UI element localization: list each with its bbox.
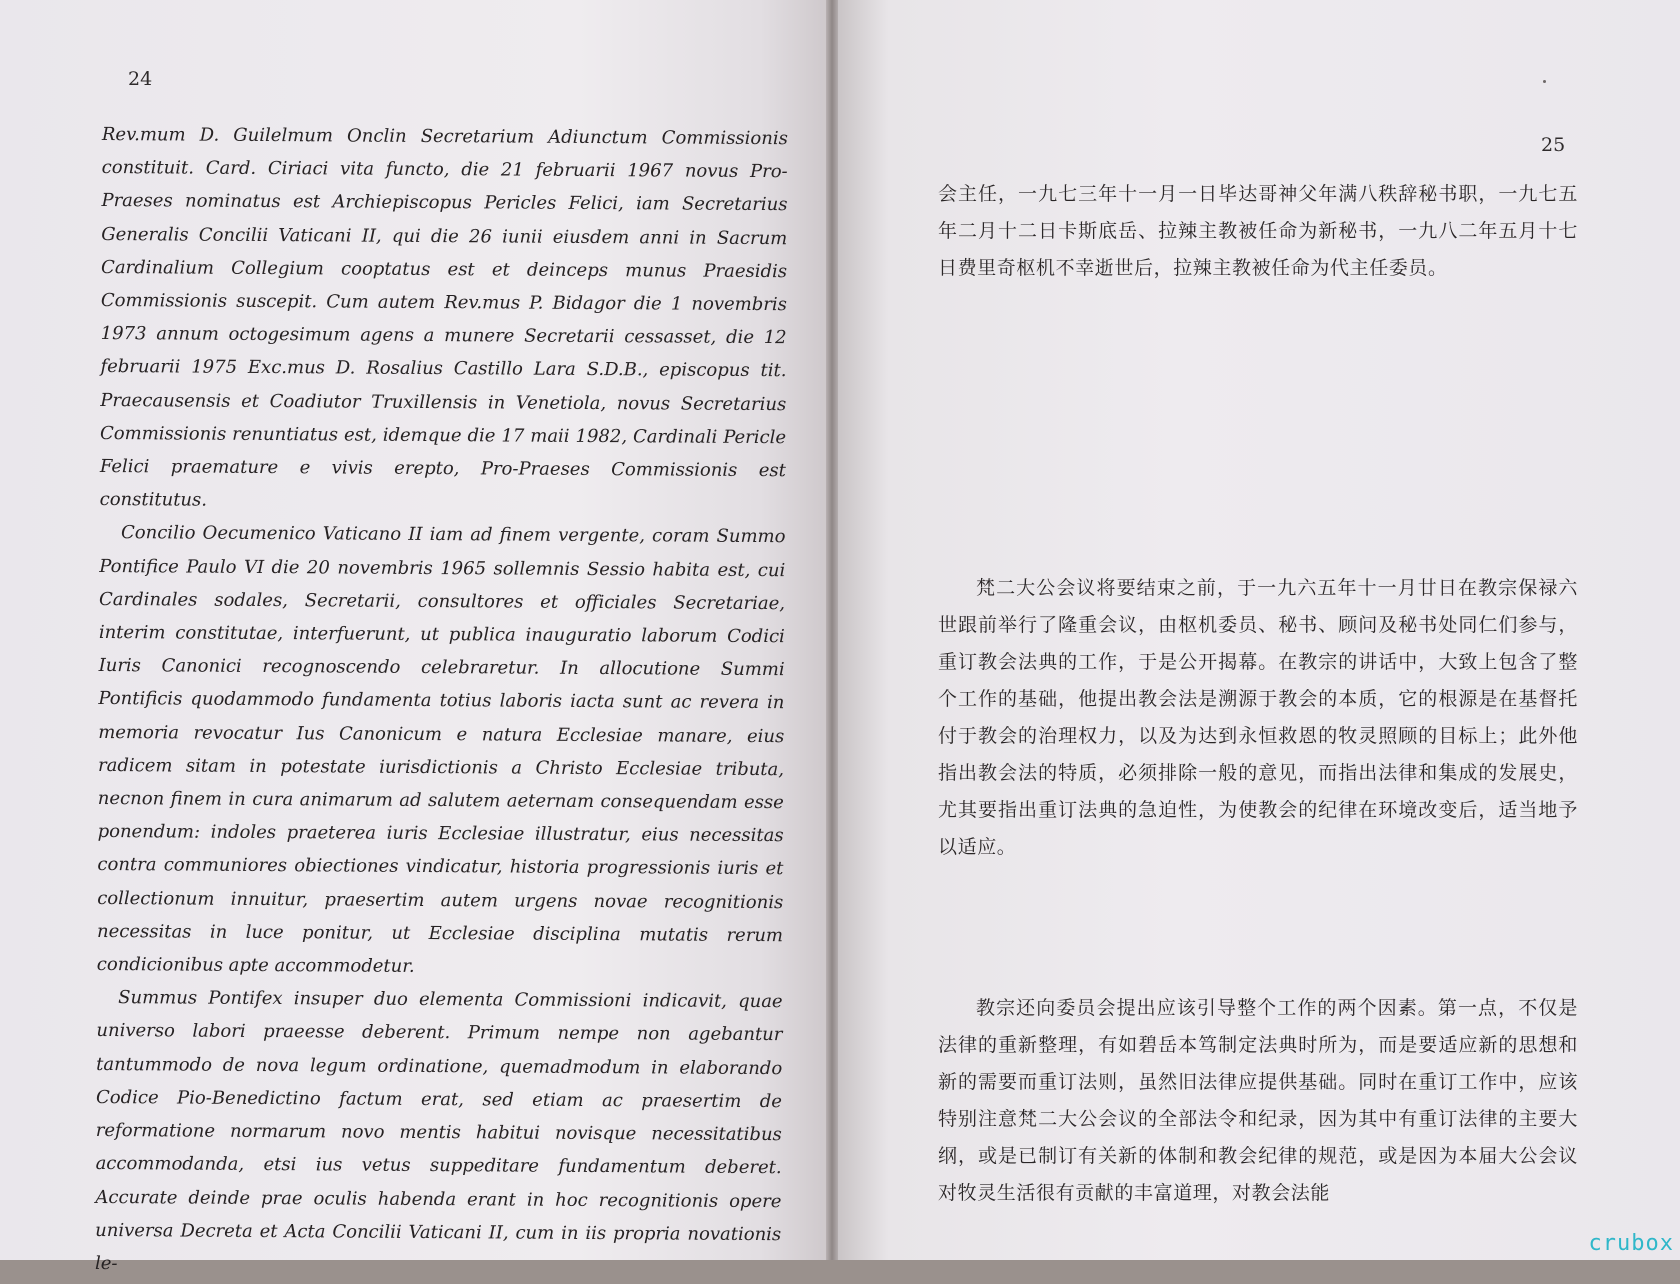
- right-paragraph-1-text: 会主任，一九七三年十一月一日毕达哥神父年满八秩辞秘书职，一九七五年二月十二日卡斯底岳、拉辣主教被任命为新秘书，一九八二年五月十七日费里奇枢机不幸逝世后，拉辣主教被任命为代主任委员。: [938, 183, 1578, 279]
- right-paragraph-2-text: 梵二大公会议将要结束之前，于一九六五年十一月廿日在教宗保禄六世跟前举行了隆重会议，由枢机委员、秘书、顾问及秘书处同仁们参与，重订教会法典的工作，于是公开揭幕。在教宗的讲话中，大致上包含了整个工作的基础，他提出教会法是溯源于教会的本质，它的根源是在基督托付于教会的治理权力，以及为达到永恒救恩的牧灵照顾的目标上；此外他指出教会法的特质，必须排除一般的意见，而指出法律和集成的发展史，尤其要指出重订法典的急迫性，为使教会的纪律在环境改变后，适当地予以适应。: [938, 577, 1578, 858]
- right-paragraph-3-text: 教宗还向委员会提出应该引导整个工作的两个因素。第一点，不仅是法律的重新整理，有如碧岳本笃制定法典时所为，而是要适应新的思想和新的需要而重订法则，虽然旧法律应提供基础。同时在重订工作中，应该特别注意梵二大公会议的全部法令和纪录，因为其中有重订法律的主要大纲，或是已制订有关新的体制和教会纪律的规范，或是因为本届大公会议对牧灵生活很有贡献的丰富道理，对教会法能: [938, 997, 1578, 1204]
- right-paragraph-1: [938, 176, 1578, 287]
- right-paragraph-2: [938, 570, 1578, 866]
- watermark-logo: crubox: [1588, 1231, 1674, 1256]
- left-paragraph-2: Concilio Oecumenico Vaticano II iam ad finem vergente, coram Summo Pontifice Paulo VI die 20 novembris 1965 sollemnis Sessio habita est, cui Cardinales sodales, Secretarii, consultores et officiales Secretariae, interim constitutae, interfuerunt, ut publica inauguratio laborum Codici Iuris Canonici recognoscendo celebraretur. In allocutione Summi Pontificis quodammodo fundamenta totius laboris iacta sunt ac revera in memoria revocatur Ius Canonicum e natura Ecclesiae manare, eius radicem sitam in potestate iurisdictionis a Christo Ecclesiae tributa, necnon finem in cura animarum ad salutem aeternam consequendam esse ponendum: indoles praeterea iuris Ecclesiae illustratur, eius necessitas contra communiores obiectiones vindicatur, historia progressionis iuris et collectionum innuitur, praesertim autem urgens novae recognitionis necessitas in luce ponitur, ut Ecclesiae disciplina mutatis rerum condicionibus apte accommodetur.: [96, 522, 786, 978]
- left-page-body: [95, 118, 788, 1284]
- left-paragraph-3: Summus Pontifex insuper duo elementa Commissioni indicavit, quae universo labori praeesse deberent. Primum nempe non agebantur tantummodo de nova legum ordinatione, quemadmodum in elaborando Codice Pio-Benedictino factum erat, sed etiam ac praesertim de reformatione normarum novo mentis habitui novisque necessitatibus accommodanda, etsi ius vetus suppeditare fundamentum deberet. Accurate deinde prae oculis habenda erant in hoc recognitionis opere universa Decreta et Acta Concilii Vaticani II, cum in iis propria novationis le-: [94, 987, 783, 1275]
- right-paragraph-3: [938, 990, 1578, 1212]
- left-page: [0, 0, 826, 1275]
- left-paragraph-1: Rev.mum D. Guilelmum Onclin Secretarium Adiunctum Commissionis constituit. Card. Ciriaci vita functo, die 21 februarii 1967 novus Pro-Praeses nominatus est Archiepiscopus Pericles Felici, iam Secretarius Generalis Concilii Vaticani II, qui die 26 iunii eiusdem anni in Sacrum Cardinalium Collegium cooptatus est et deinceps munus Praesidis Commissionis suscepit. Cum autem Rev.mus P. Bidagor die 1 novembris 1973 annum octogesimum agens a munere Secretarii cessasset, die 12 februarii 1975 Exc.mus D. Rosalius Castillo Lara S.D.B., episcopus tit. Praecausensis et Coadiutor Truxillensis in Venetiola, novus Secretarius Commissionis renuntiatus est, idemque die 17 maii 1982, Cardinali Pericle Felici praemature e vivis erepto, Pro-Praeses Commissionis est constitutus.: [99, 123, 788, 511]
- right-page-number: 25: [1541, 134, 1566, 156]
- left-page-number: 24: [128, 68, 153, 90]
- book-gutter: [826, 0, 838, 1260]
- page-mark: [1543, 80, 1546, 83]
